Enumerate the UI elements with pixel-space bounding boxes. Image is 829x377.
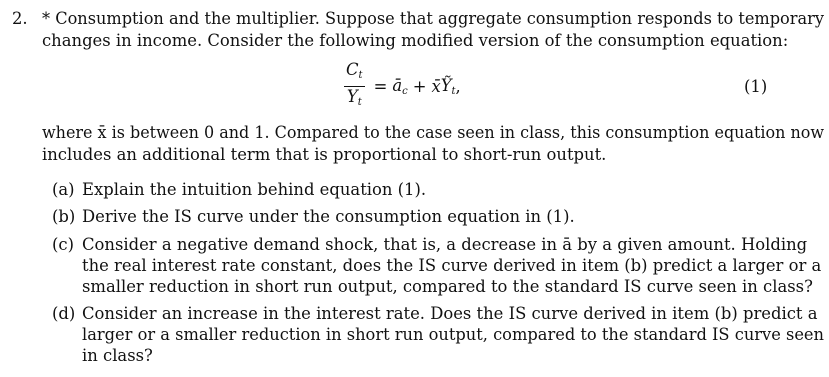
item-text: Derive the IS curve under the consumption equation in (1). [82,207,575,226]
item-text: the real interest rate constant, does the IS curve derived in item (b) predict a larger or a [82,256,822,275]
item-label: (b) [52,207,76,226]
item-text: Consider an increase in the interest rate. Does the IS curve derived in item (b) predict a [82,304,818,323]
equation-a-bar: $ā_c$ [392,75,408,97]
problem-intro-line-1: * Consumption and the multiplier. Suppose that aggregate consumption responds to temporary [42,9,824,28]
equation-numerator: $C_t$ [346,59,363,81]
item-text: Consider a negative demand shock, that is, a decrease in ā by a given amount. Holding [82,235,808,254]
consumption-equation [344,59,461,108]
item-label: (d) [52,304,76,323]
paragraph-line-1: where x̄ is between 0 and 1. Compared to the case seen in class, this consumption equation now [42,123,825,142]
equation-equals: = [373,76,388,96]
equation-plus: + [412,76,427,96]
equation-x-bar: x̄ [431,76,441,96]
problem-number: 2. [12,9,28,28]
equation-fraction [344,61,365,112]
equation-denominator: $Y_t$ [346,86,362,108]
item-label: (a) [52,180,75,199]
equation-comma: , [455,76,461,96]
item-text: smaller reduction in short run output, compared to the standard IS curve seen in class? [82,277,813,296]
equation-number: (1) [744,77,768,96]
item-label: (c) [52,235,74,254]
item-text: in class? [82,346,153,365]
item-text: larger or a smaller reduction in short run output, compared to the standard IS curve seen [82,325,825,344]
problem-intro-line-2: changes in income. Consider the following modified version of the consumption equation: [42,31,789,50]
item-text: Explain the intuition behind equation (1). [82,180,427,199]
paragraph-line-2: includes an additional term that is proportional to short-run output. [42,145,607,164]
equation-y-tilde: Ỹ$_t$ [440,75,456,97]
